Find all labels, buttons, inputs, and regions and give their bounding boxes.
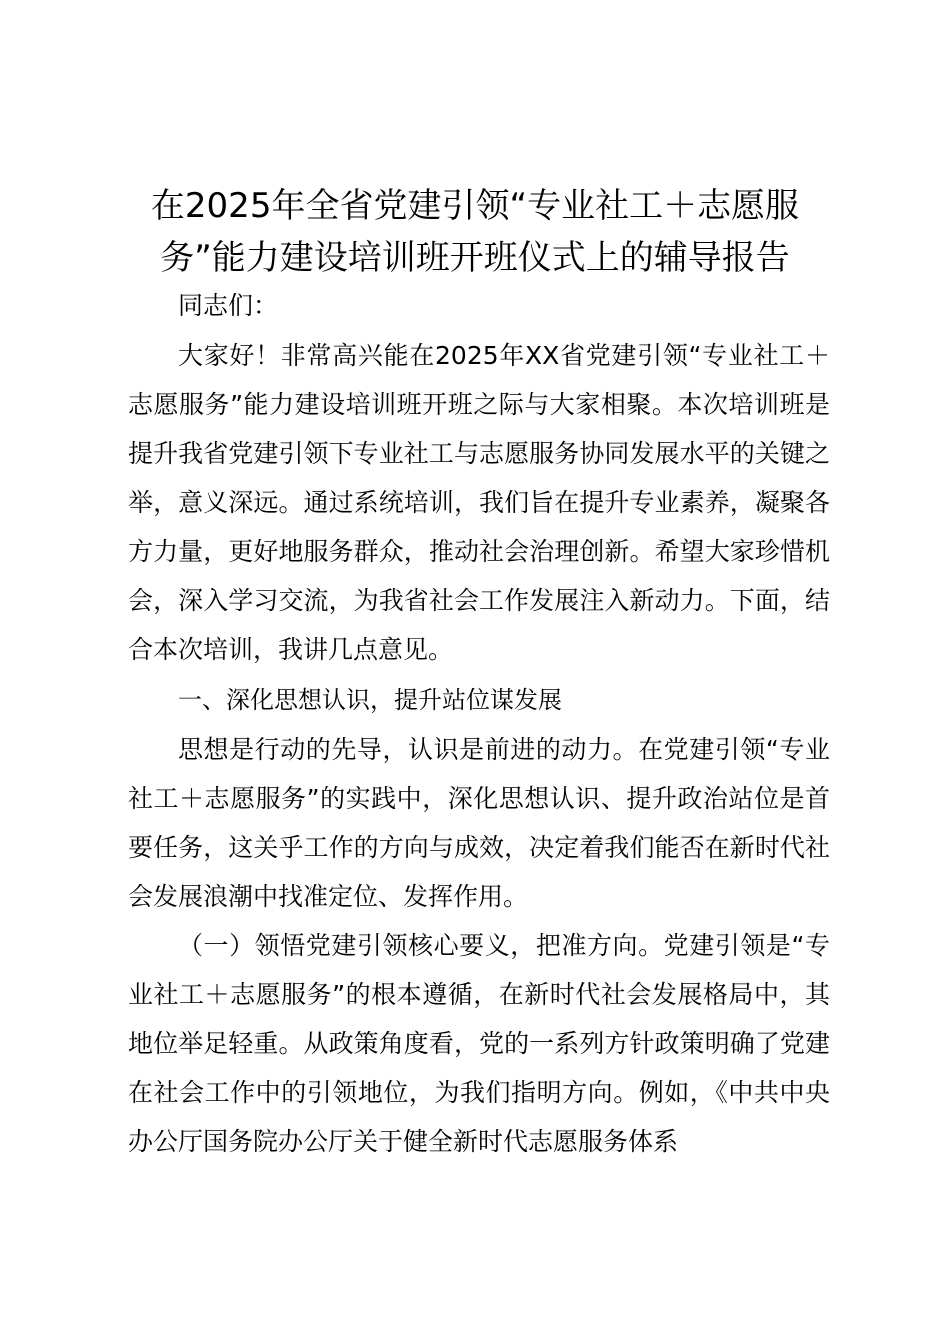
document-title: 在2025年全省党建引领“专业社工＋志愿服务”能力建设培训班开班仪式上的辅导报告	[150, 186, 800, 278]
paragraph-subsection-1: （一）领悟党建引领核心要义，把准方向。党建引领是“专业社工＋志愿服务”的根本遵循，在新时代社会发展格局中，其地位举足轻重。从政策角度看，党的一系列方针政策明确了党建在社会工作中的引领地位，为我们指明方向。例如，《中共中央办公厅国务院办公厅关于健全新时代志愿服务体系	[128, 931, 830, 1156]
section-heading-1: 一、深化思想认识，提升站位谋发展	[178, 686, 562, 714]
paragraph-intro: 大家好！非常高兴能在2025年XX省党建引领“专业社工＋志愿服务”能力建设培训班开班之际与大家相聚。本次培训班是提升我省党建引领下专业社工与志愿服务协同发展水平的关键之举，意义深远。通过系统培训，我们旨在提升专业素养，凝聚各方力量，更好地服务群众，推动社会治理创新。希望大家珍惜机会，深入学习交流，为我省社会工作发展注入新动力。下面，结合本次培训，我讲几点意见。	[128, 341, 830, 664]
salutation: 同志们：	[178, 291, 279, 320]
paragraph-section-1: 思想是行动的先导，认识是前进的动力。在党建引领“专业社工＋志愿服务”的实践中，深化思想认识、提升政治站位是首要任务，这关乎工作的方向与成效，决定着我们能否在新时代社会发展浪潮中找准定位、发挥作用。	[128, 735, 830, 911]
